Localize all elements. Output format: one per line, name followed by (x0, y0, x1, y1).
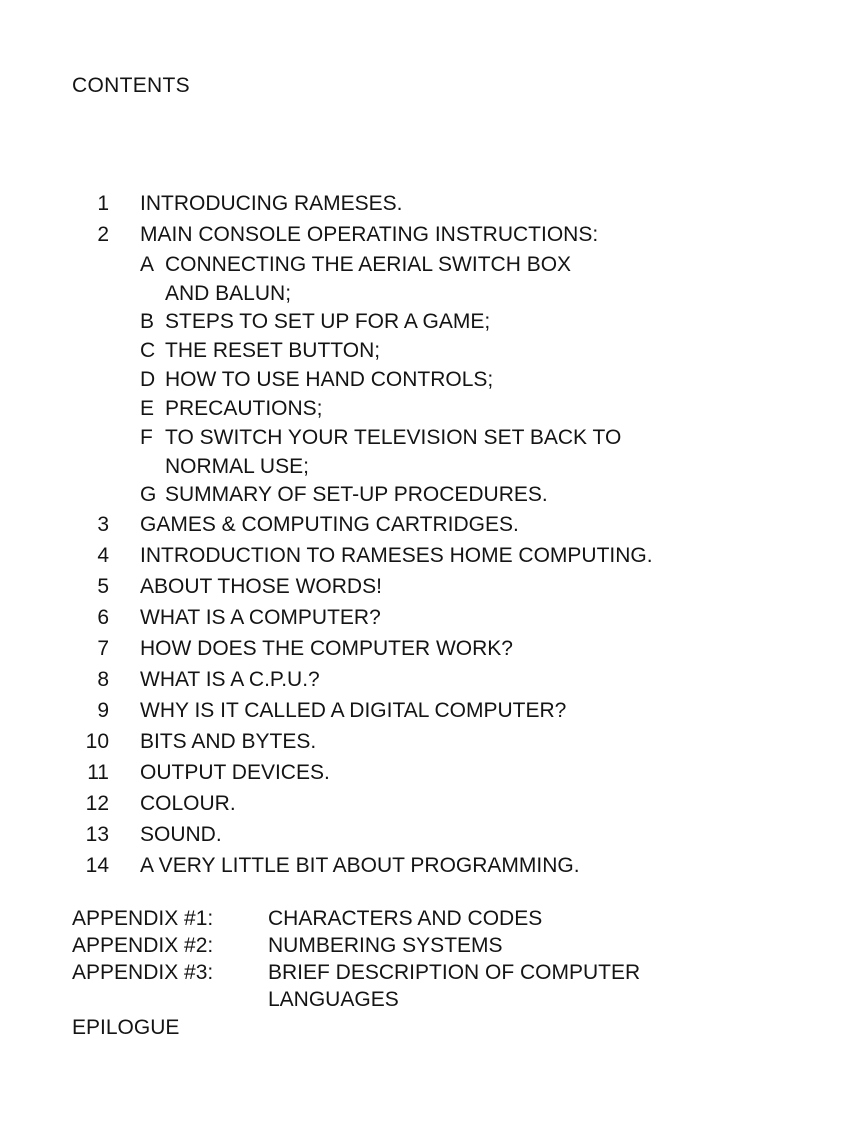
chapter-number: 3 (97, 513, 109, 536)
appendix-title: NUMBERING SYSTEMS (268, 934, 503, 957)
chapter-row (0, 509, 861, 540)
chapter-title: OUTPUT DEVICES. (140, 761, 330, 784)
section-letter: B (140, 310, 155, 333)
chapter-title: BITS AND BYTES. (140, 730, 317, 753)
appendix-list (72, 905, 852, 1013)
chapter-number: 1 (97, 192, 109, 215)
appendix-label: APPENDIX #3: (72, 961, 214, 984)
chapter-number: 9 (97, 699, 109, 722)
chapter-title: WHAT IS A C.P.U.? (140, 668, 320, 691)
appendix-row (72, 932, 852, 959)
chapter-row (0, 819, 861, 850)
section-letter: C (140, 339, 156, 362)
chapter-number: 5 (97, 575, 109, 598)
chapter-row (0, 571, 861, 602)
section-row (0, 480, 861, 509)
chapter-number: 7 (97, 637, 109, 660)
appendix-title-continued: LANGUAGES (268, 988, 399, 1011)
chapter-title: GAMES & COMPUTING CARTRIDGES. (140, 513, 519, 536)
chapter-number: 4 (97, 544, 109, 567)
section-title-continued: AND BALUN; (165, 282, 292, 305)
chapter-title: WHAT IS A COMPUTER? (140, 606, 381, 629)
appendix-row (72, 905, 852, 932)
contents-heading: CONTENTS (72, 74, 190, 97)
section-letter: A (140, 253, 155, 276)
chapter-title: COLOUR. (140, 792, 236, 815)
section-title: TO SWITCH YOUR TELEVISION SET BACK TO (165, 426, 622, 449)
chapter-number: 13 (85, 823, 109, 846)
chapter-row (0, 726, 861, 757)
chapter-row (0, 633, 861, 664)
appendix-label: APPENDIX #2: (72, 934, 214, 957)
section-row (0, 423, 861, 452)
chapter-title: WHY IS IT CALLED A DIGITAL COMPUTER? (140, 699, 567, 722)
chapter-number: 10 (85, 730, 109, 753)
section-title: SUMMARY OF SET-UP PROCEDURES. (165, 483, 548, 506)
section-title: STEPS TO SET UP FOR A GAME; (165, 310, 491, 333)
chapter-title: MAIN CONSOLE OPERATING INSTRUCTIONS: (140, 223, 599, 246)
section-row (0, 336, 861, 365)
chapter-title: HOW DOES THE COMPUTER WORK? (140, 637, 513, 660)
section-row (0, 250, 861, 279)
chapter-number: 14 (85, 854, 109, 877)
appendix-label: APPENDIX #1: (72, 907, 214, 930)
chapter-row (0, 219, 861, 250)
appendix-title: CHARACTERS AND CODES (268, 907, 543, 930)
chapter-row (0, 695, 861, 726)
appendix-row (72, 959, 852, 986)
section-title: PRECAUTIONS; (165, 397, 323, 420)
chapter-list (0, 188, 861, 881)
epilogue-entry: EPILOGUE (72, 1016, 180, 1039)
chapter-title: INTRODUCTION TO RAMESES HOME COMPUTING. (140, 544, 653, 567)
section-letter: F (140, 426, 153, 449)
section-row (0, 394, 861, 423)
chapter-row (0, 602, 861, 633)
section-row (0, 365, 861, 394)
section-letter: E (140, 397, 155, 420)
chapter-row (0, 664, 861, 695)
section-row (0, 307, 861, 336)
chapter-title: SOUND. (140, 823, 222, 846)
chapter-number: 12 (85, 792, 109, 815)
section-title: CONNECTING THE AERIAL SWITCH BOX (165, 253, 572, 276)
chapter-number: 8 (97, 668, 109, 691)
chapter-title: ABOUT THOSE WORDS! (140, 575, 382, 598)
chapter-row (0, 850, 861, 881)
section-row-continuation (0, 452, 861, 480)
chapter-row (0, 757, 861, 788)
section-title: THE RESET BUTTON; (165, 339, 381, 362)
chapter-number: 2 (97, 223, 109, 246)
section-title: HOW TO USE HAND CONTROLS; (165, 368, 494, 391)
section-row-continuation (0, 279, 861, 307)
chapter-row (0, 188, 861, 219)
chapter-number: 6 (97, 606, 109, 629)
section-title-continued: NORMAL USE; (165, 455, 309, 478)
appendix-row-continuation (72, 986, 852, 1013)
chapter-row (0, 540, 861, 571)
chapter-title: A VERY LITTLE BIT ABOUT PROGRAMMING. (140, 854, 580, 877)
appendix-title: BRIEF DESCRIPTION OF COMPUTER (268, 961, 641, 984)
chapter-row (0, 788, 861, 819)
section-letter: G (140, 483, 157, 506)
chapter-title: INTRODUCING RAMESES. (140, 192, 403, 215)
section-letter: D (140, 368, 156, 391)
chapter-number: 11 (87, 761, 109, 784)
